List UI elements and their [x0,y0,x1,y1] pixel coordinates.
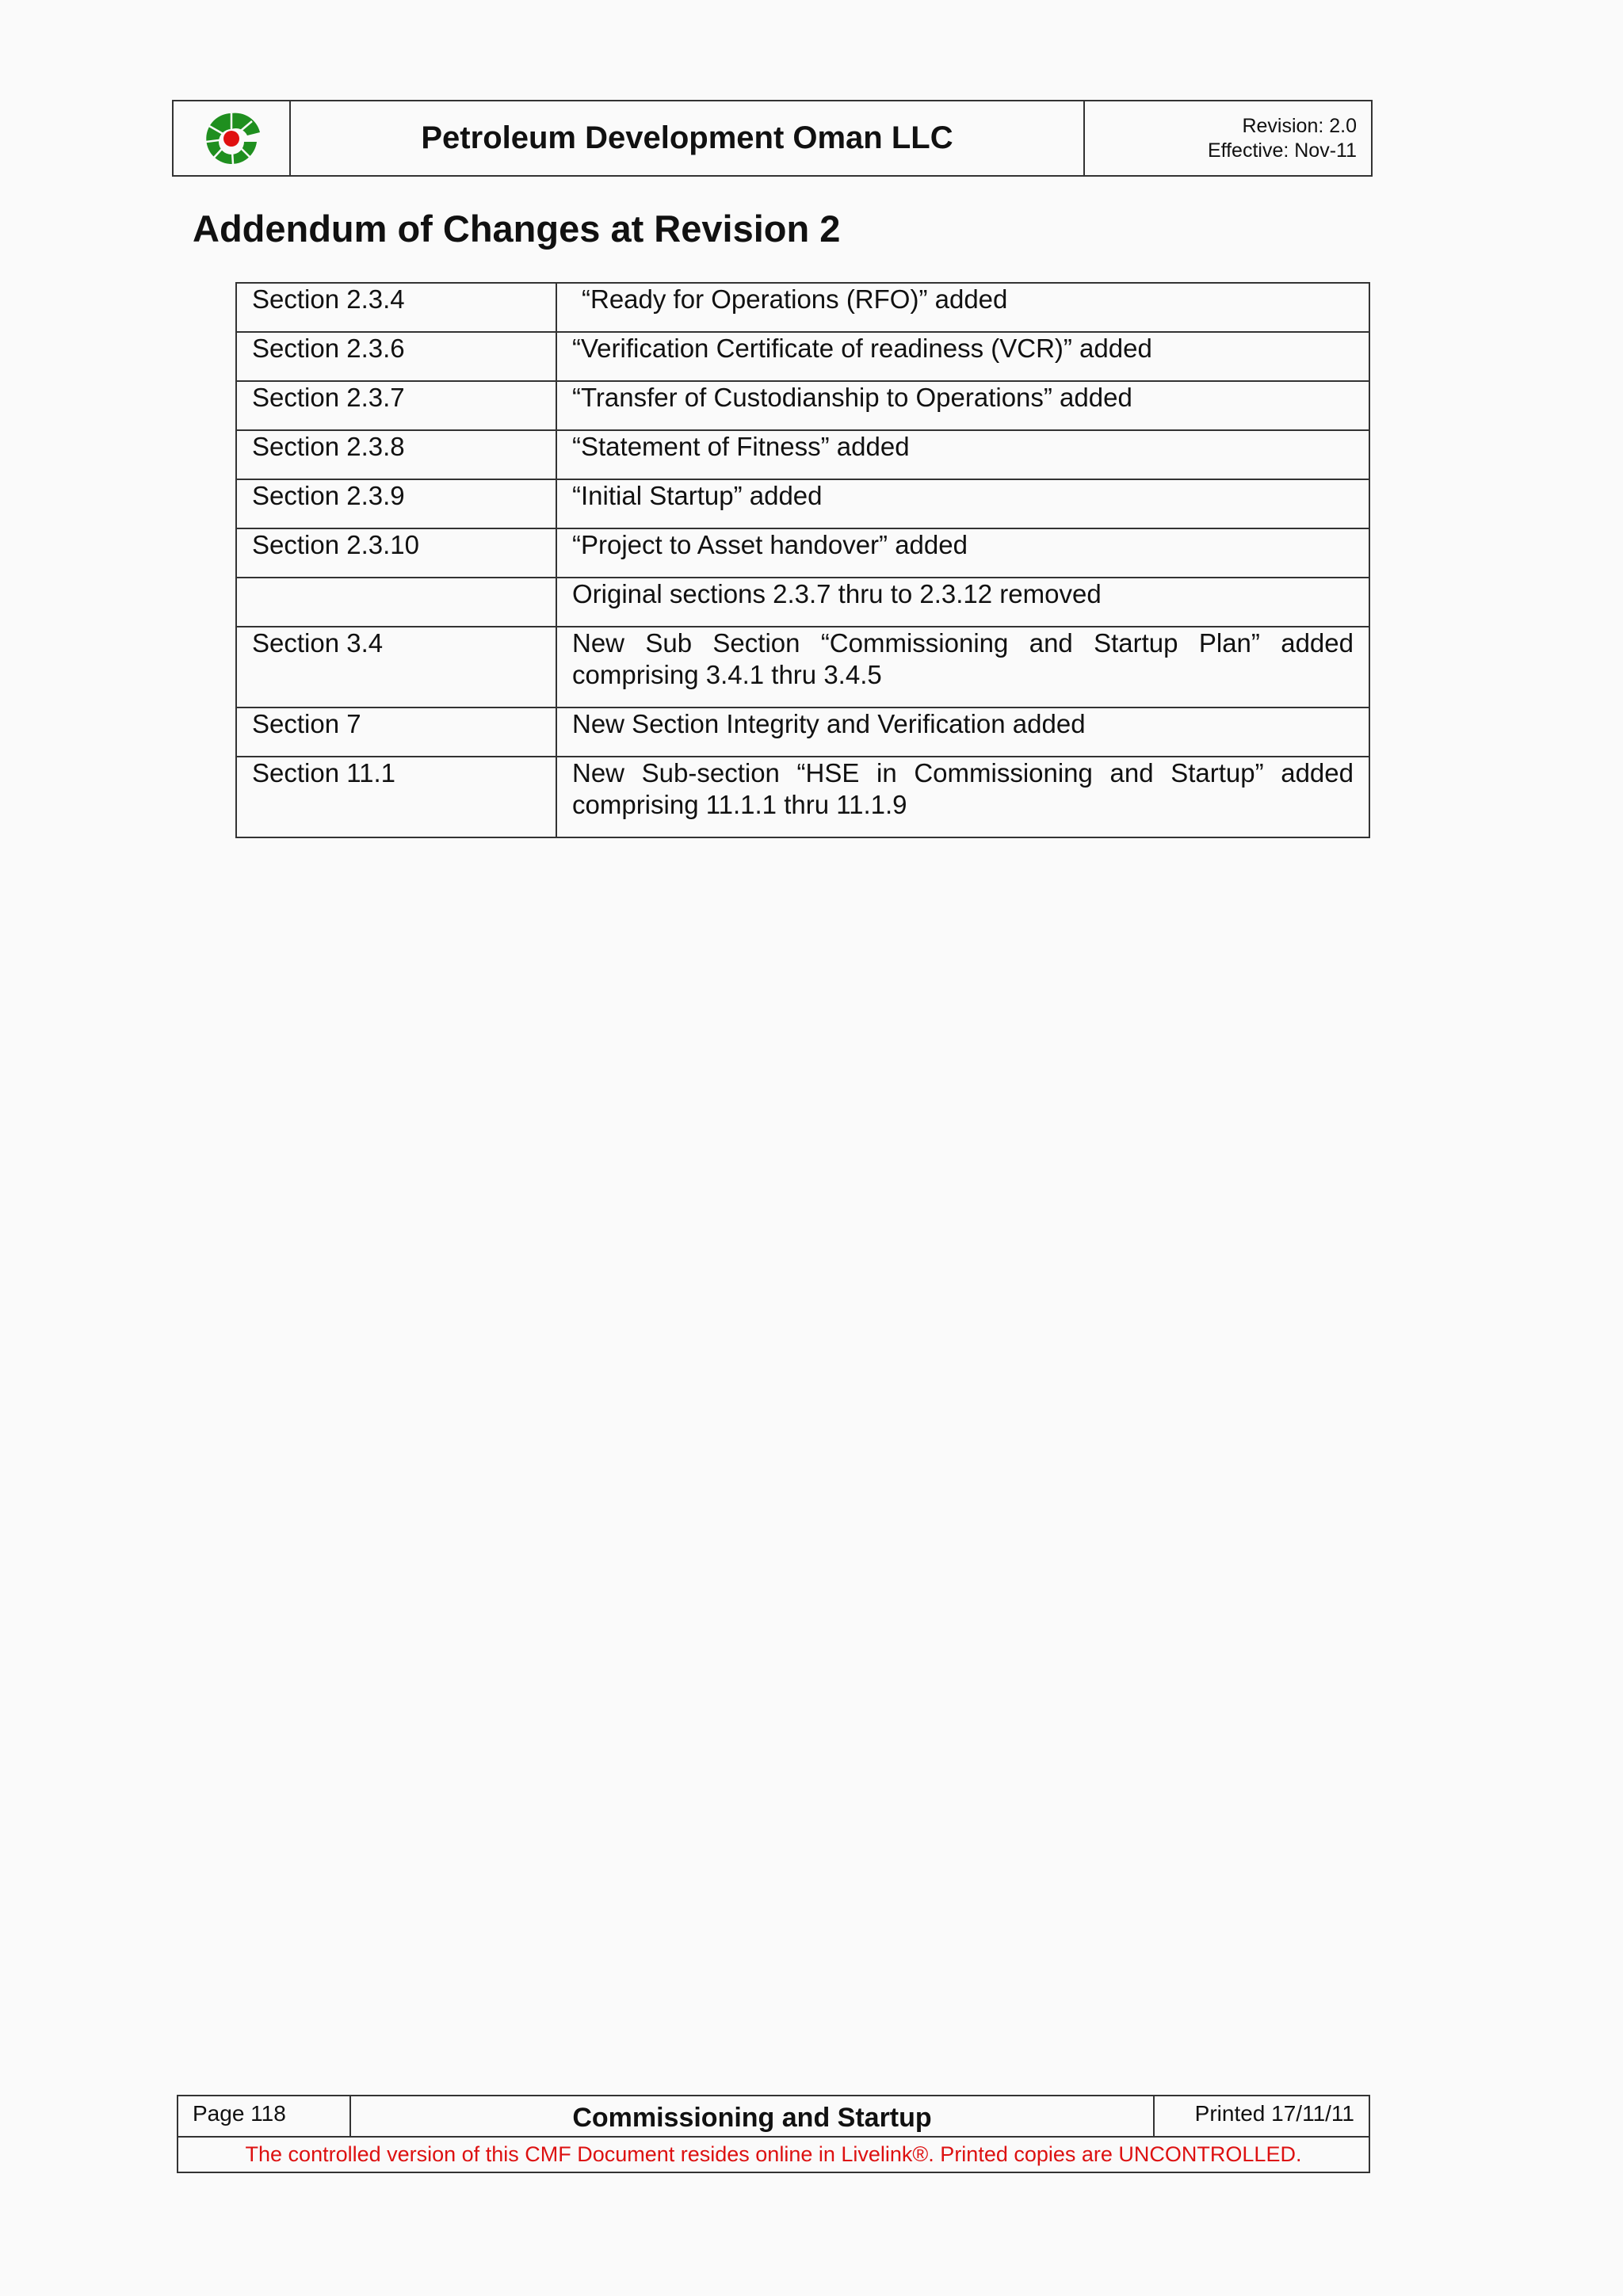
section-cell [236,578,556,627]
table-row [236,381,1369,430]
table-row [236,528,1369,578]
page-title: Addendum of Changes at Revision 2 [193,208,841,250]
section-cell: Section 2.3.10 [236,528,556,578]
section-cell: Section 3.4 [236,627,556,707]
table-row [236,283,1369,332]
description-cell: “Statement of Fitness” added [556,430,1369,479]
revision-info [1085,101,1371,175]
description-cell: “Transfer of Custodianship to Operations” added [556,381,1369,430]
description-cell: “Project to Asset handover” added [556,528,1369,578]
document-title: Commissioning and Startup [351,2096,1155,2136]
section-cell: Section 2.3.7 [236,381,556,430]
table-row [236,757,1369,837]
section-cell: Section 2.3.4 [236,283,556,332]
description-cell: “Initial Startup” added [556,479,1369,528]
page-number: Page 118 [178,2096,351,2136]
table-row [236,332,1369,381]
section-cell: Section 2.3.8 [236,430,556,479]
section-cell: Section 7 [236,707,556,757]
description-cell: New Section Integrity and Verification added [556,707,1369,757]
table-row [236,430,1369,479]
effective-date: Effective: Nov-11 [1207,139,1357,162]
table-row [236,707,1369,757]
description-cell: Original sections 2.3.7 thru to 2.3.12 removed [556,578,1369,627]
section-cell: Section 2.3.6 [236,332,556,381]
revision-label: Revision: 2.0 [1242,114,1357,137]
logo-cell [174,101,291,175]
footer-info-row [178,2096,1369,2138]
description-cell: “Ready for Operations (RFO)” added [556,283,1369,332]
description-cell: “Verification Certificate of readiness (VCR)” added [556,332,1369,381]
table-row [236,627,1369,707]
page-header [172,100,1373,177]
section-cell: Section 11.1 [236,757,556,837]
pdo-logo-icon [200,110,263,167]
changes-table [235,282,1370,838]
page-footer [177,2095,1370,2173]
table-row [236,578,1369,627]
section-cell: Section 2.3.9 [236,479,556,528]
company-name: Petroleum Development Oman LLC [291,101,1085,175]
control-notice: The controlled version of this CMF Document resides online in Livelink®. Printed copies are UNCONTROLLED. [245,2142,1302,2166]
printed-date: Printed 17/11/11 [1194,2101,1354,2126]
table-row [236,479,1369,528]
description-cell: New Sub-section “HSE in Commissioning and Startup” added comprising 11.1.1 thru 11.1.9 [556,757,1369,837]
description-cell: New Sub Section “Commissioning and Startup Plan” added comprising 3.4.1 thru 3.4.5 [556,627,1369,707]
